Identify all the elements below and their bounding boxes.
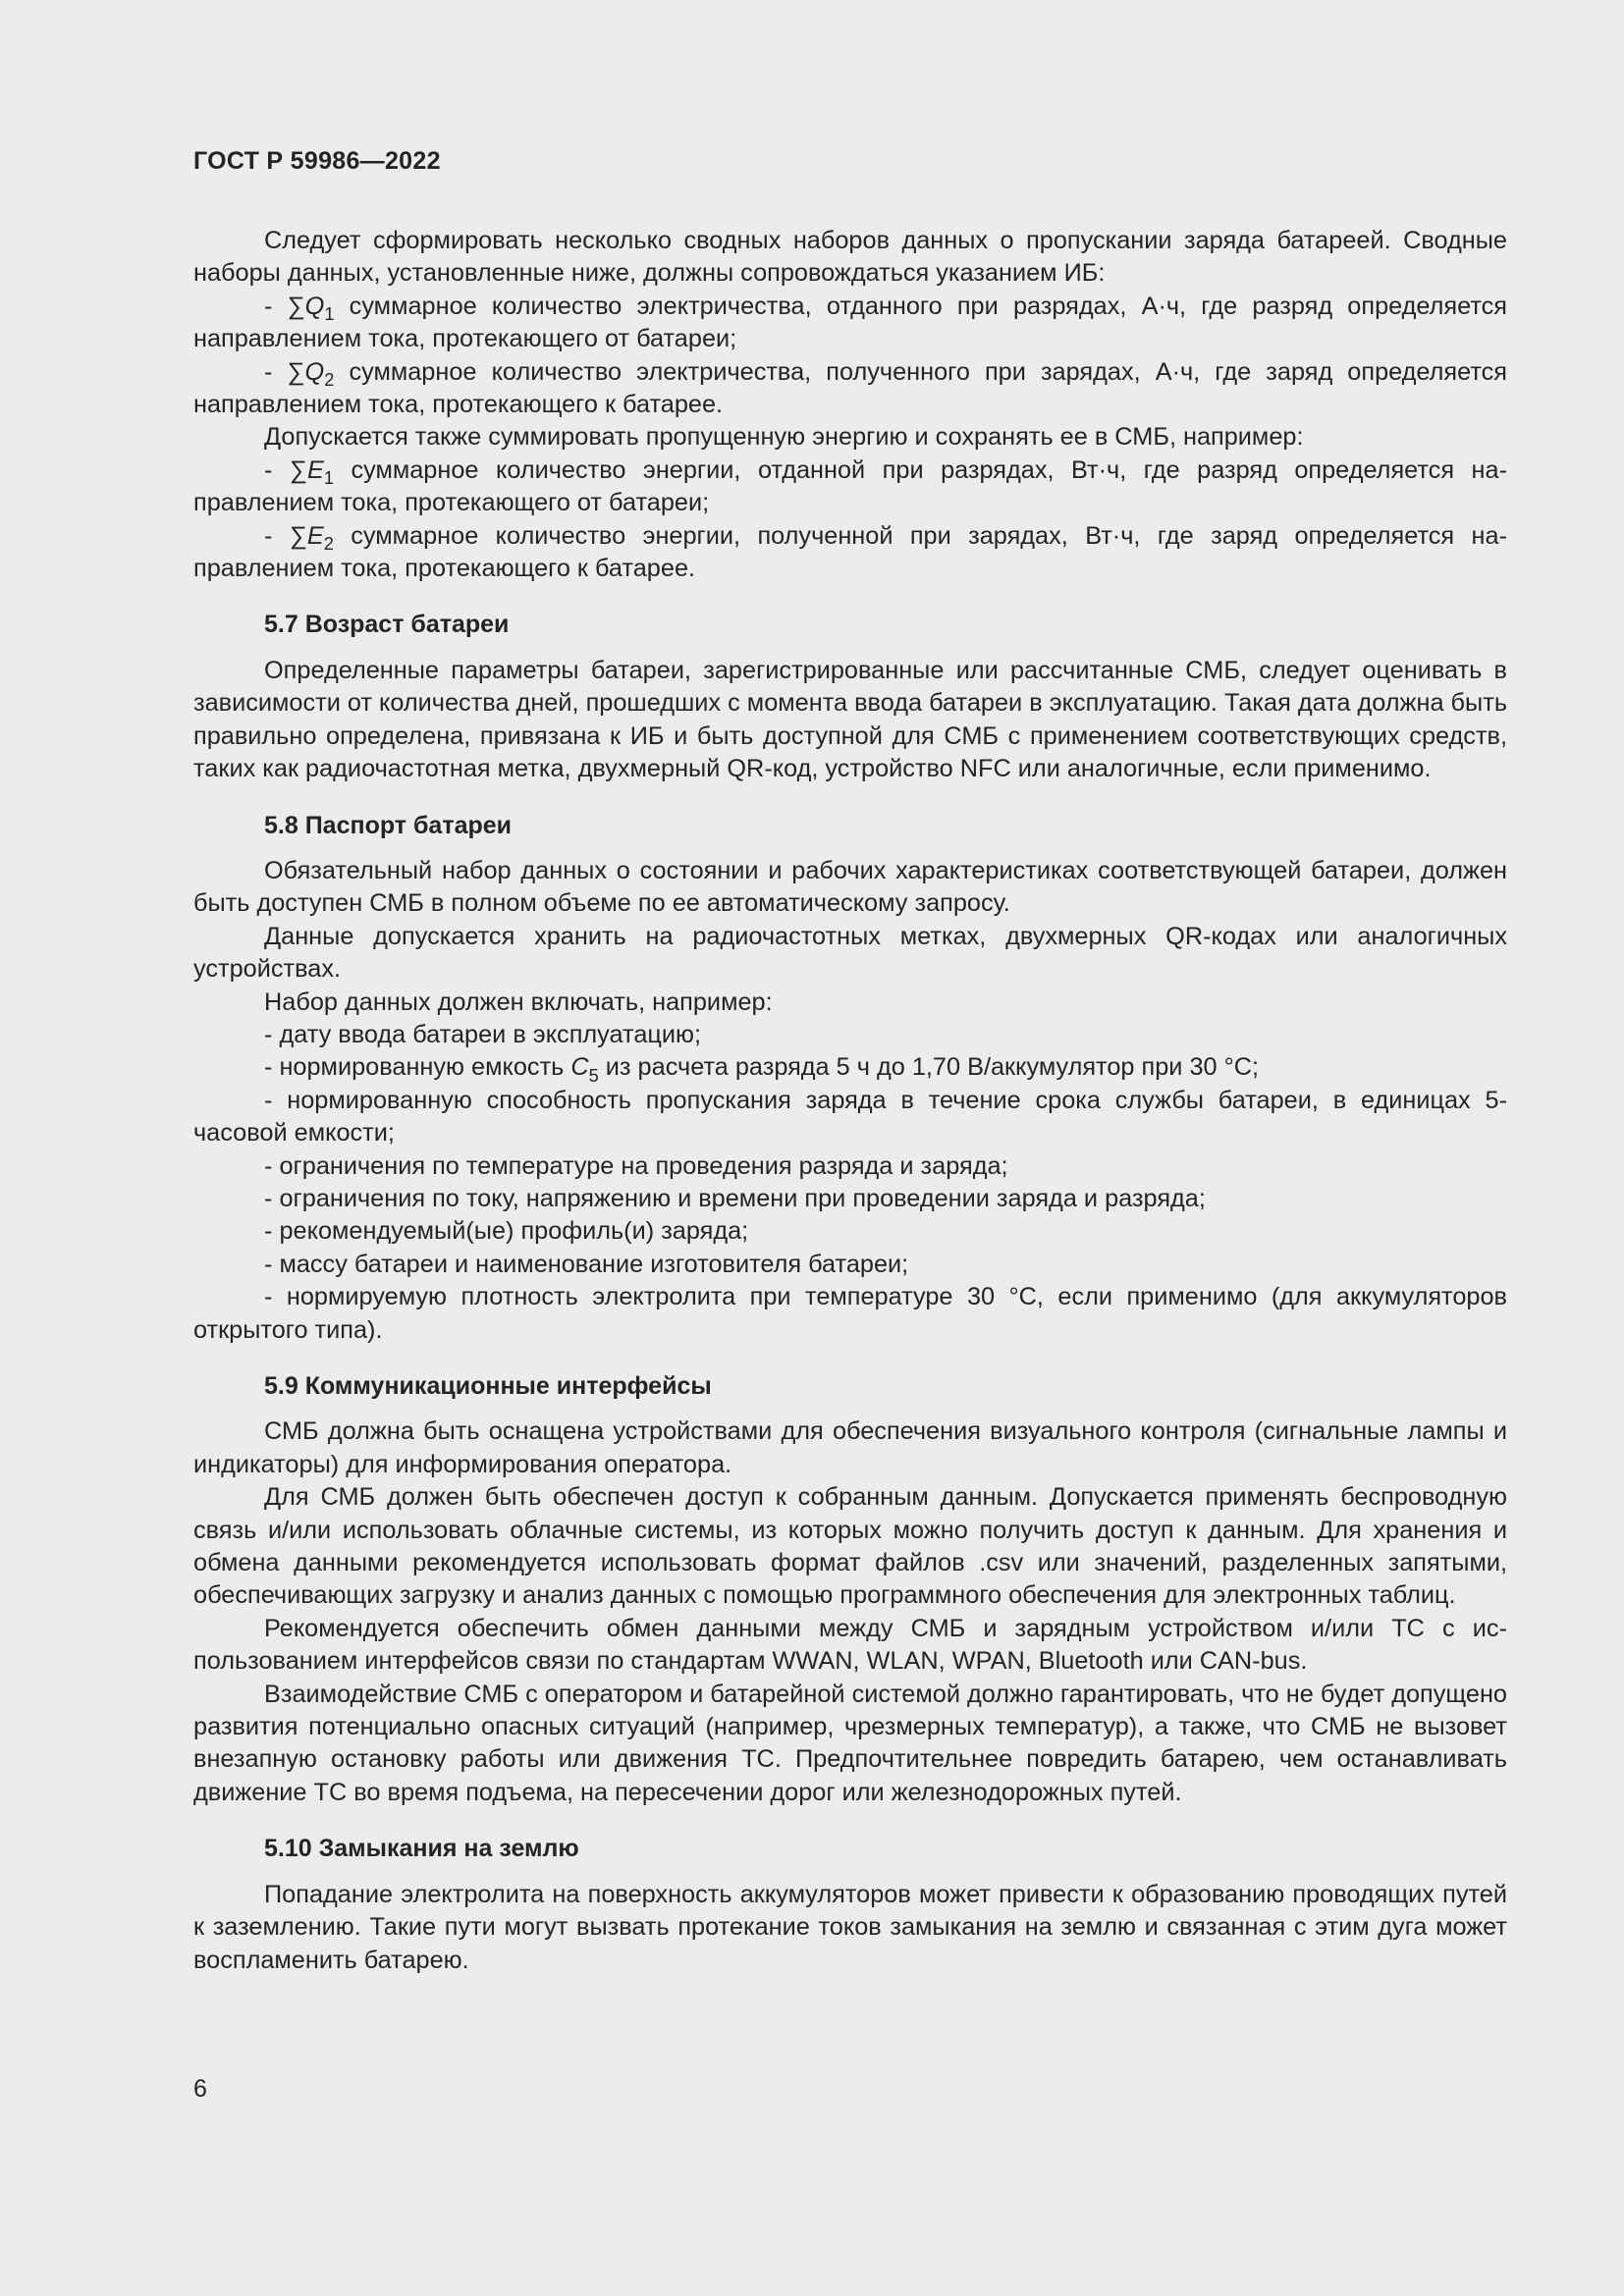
symbol-e: E [306,521,324,550]
list-item: - ограничения по току, напряжению и времени при проведении заряда и разряда; [264,1184,1206,1212]
document-header: ГОСТ Р 59986—2022 [193,147,441,175]
subscript: 1 [323,468,334,489]
symbol-c: C [570,1053,589,1082]
subscript: 5 [588,1065,599,1086]
paragraph: Попадание электролита на поверхность аккумуляторов может привести к образованию проводящих путей к заземлению. Такие пути могут вызвать протекание токов замыкания на землю и связанная с этим дуга может воспламенить батарею. [193,1880,1507,1974]
sum-prefix: - ∑ [264,521,307,550]
section-heading-5-9: 5.9 Коммуникационные интерфейсы [264,1372,712,1400]
paragraph: Определенные параметры батареи, зарегистрированные или рассчитанные СМБ, следует оценивать в зависимости от количества дней, прошедших с момента ввода батареи в эксплуатацию. Такая дата должна быть правильно определена, привязана к ИБ и быть доступной для СМБ с применением соответствующих средств, таких как радиочастотная метка, двухмерный QR-код, устройство NFC или аналогичные, если применимо. [193,656,1507,783]
list-item-sum-q2 [193,356,1507,422]
list-item: - нормируемую плотность электролита при температуре 30 °С, если применимо (для аккумуляторов открытого типа). [193,1283,1507,1344]
paragraph: Данные допускается хранить на радиочастотных метках, двухмерных QR-кодах или аналогичных устройствах. [193,922,1507,984]
list-item [193,1051,1507,1084]
page-number: 6 [193,2075,207,2103]
symbol-q: Q [304,292,325,320]
subscript: 2 [324,370,335,390]
sum-prefix: - ∑ [264,357,305,386]
list-item: - массу батареи и наименование изготовителя батареи; [264,1250,909,1278]
subscript: 1 [324,304,335,325]
paragraph: СМБ должна быть оснащена устройствами для обеспечения визуального контроля (сигнальные лампы и индикаторы) для информирования оператора. [193,1417,1507,1478]
item-text: из расчета разряда 5 ч до 1,70 В/аккумулятор при 30 °С; [598,1053,1260,1082]
paragraph: Следует сформировать несколько сводных наборов данных о пропускании заряда батареей. Сводные наборы данных, установленные ниже, должны сопровождаться указанием ИБ: [193,227,1507,288]
item-text: суммарное количество электричества, полученного при зарядах, А·ч, где заряд определяется направлением тока, протекающего к батарее. [193,357,1507,419]
section-heading-5-7: 5.7 Возраст батареи [264,611,510,639]
paragraph: Обязательный набор данных о состоянии и рабочих характеристиках соответствующей батареи, должен быть доступен СМБ в полном объеме по ее автоматическому запросу. [193,856,1507,918]
symbol-e: E [306,455,324,484]
section-heading-5-8: 5.8 Паспорт батареи [264,811,513,839]
item-text: суммарное количество энергии, отданной при разрядах, Вт·ч, где разряд определяется направлением тока, протекающего от батареи; [193,455,1507,517]
sum-prefix: - ∑ [264,292,305,320]
paragraph: Допускается также суммировать пропущенную энергию и сохранять ее в СМБ, например: [264,423,1304,452]
symbol-q: Q [304,357,325,386]
paragraph: Взаимодействие СМБ с оператором и батарейной системой должно гарантировать, что не будет допущено развития потенциально опасных ситуаций (например, чрезмерных температур), а также, что СМБ не вызовет внезапную остановку работы или движения ТС. Предпочтительнее повредить батарею, чем останавливать движение ТС во время подъема, на пересечении дорог или железнодорожных путей. [193,1680,1508,1806]
sum-prefix: - ∑ [264,455,307,484]
list-item: - дату ввода батареи в эксплуатацию; [264,1020,702,1048]
paragraph: Для СМБ должен быть обеспечен доступ к собранным данным. Допускается применять беспроводную связь и/или использовать облачные системы, из которых можно получить доступ к данным. Для хранения и обмена данными рекомендуется использовать формат файлов .csv или значений, разделенных запятыми, обеспечивающих загрузку и анализ данных с помощью программного обеспечения для электронных таблиц. [193,1483,1507,1610]
item-text: - нормированную емкость [264,1053,571,1082]
list-item-sum-q1 [193,291,1507,356]
item-text: суммарное количество электричества, отданного при разрядах, А·ч, где разряд определяется направлением тока, протекающего от батареи; [193,292,1507,353]
paragraph: Рекомендуется обеспечить обмен данными между СМБ и зарядным устройством и/или ТС с использованием интерфейсов связи по стандартам WWAN, WLAN, WPAN, Bluetooth или CAN-bus. [193,1614,1507,1676]
list-item-sum-e2 [193,520,1507,586]
subscript: 2 [323,534,334,555]
paragraph: Набор данных должен включать, например: [264,988,773,1016]
item-text: суммарное количество энергии, полученной при зарядах, Вт·ч, где заряд определяется направлением тока, протекающего к батарее. [193,521,1507,583]
section-heading-5-10: 5.10 Замыкания на землю [264,1835,579,1863]
list-item: - ограничения по температуре на проведения разряда и заряда; [264,1151,1008,1180]
document-body [193,225,1507,1977]
list-item: - рекомендуемый(ые) профиль(и) заряда; [264,1217,749,1246]
list-item: - нормированную способность пропускания заряда в течение срока службы батареи, в единицах 5-часовой емкости; [193,1086,1507,1148]
list-item-sum-e1 [193,454,1507,520]
